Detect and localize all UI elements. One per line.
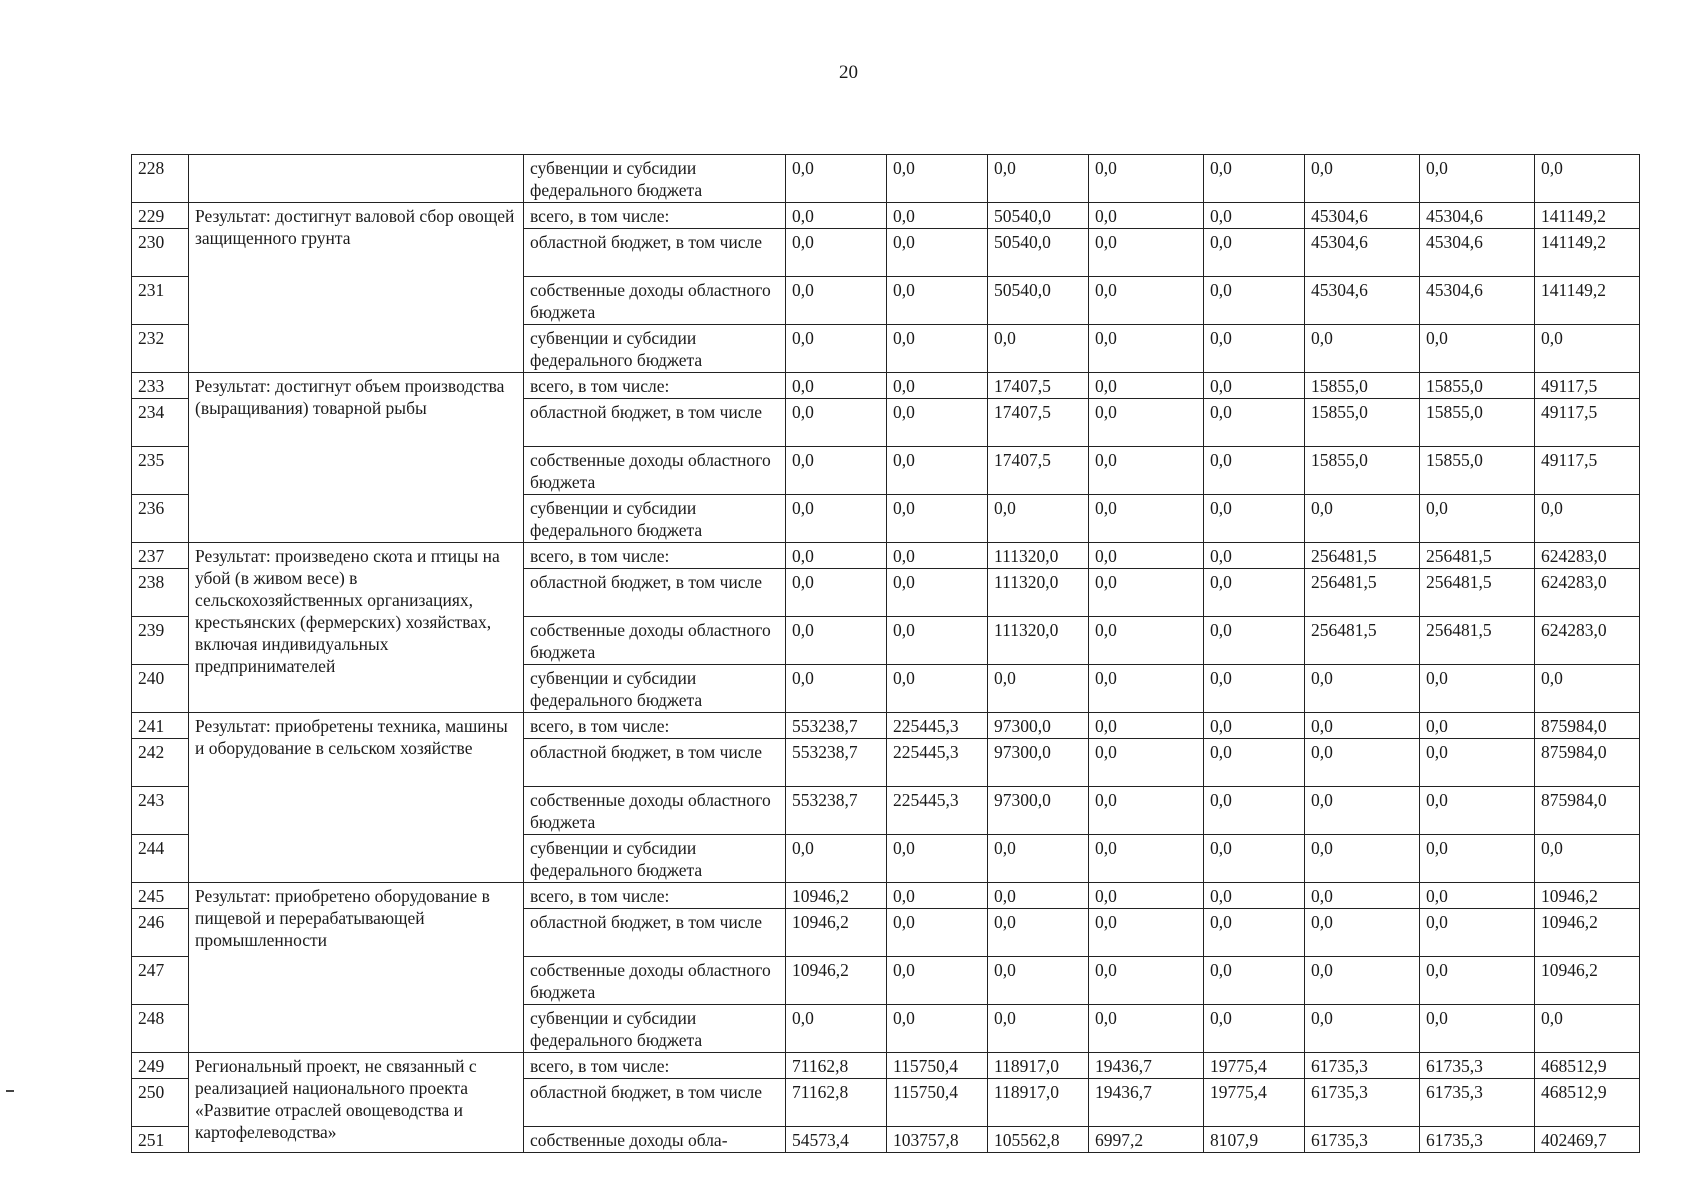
funding-source-label: областной бюджет, в том числе (524, 739, 786, 787)
result-description: Результат: приобретены техника, машины и оборудование в сельском хозяйстве (189, 713, 524, 883)
value-cell: 45304,6 (1305, 229, 1420, 277)
value-cell: 0,0 (786, 373, 887, 399)
result-description: Региональный проект, не связанный с реализацией национального проекта «Развитие отраслей овощеводства и картофелеводства» (189, 1053, 524, 1153)
value-cell: 0,0 (1089, 399, 1204, 447)
value-cell: 0,0 (988, 665, 1089, 713)
value-cell: 141149,2 (1535, 277, 1640, 325)
table-row (132, 713, 1640, 739)
value-cell: 225445,3 (887, 787, 988, 835)
value-cell: 49117,5 (1535, 399, 1640, 447)
value-cell: 0,0 (988, 325, 1089, 373)
value-cell: 19436,7 (1089, 1079, 1204, 1127)
value-cell: 256481,5 (1420, 569, 1535, 617)
value-cell: 115750,4 (887, 1079, 988, 1127)
value-cell: 256481,5 (1420, 617, 1535, 665)
value-cell: 0,0 (1535, 155, 1640, 203)
table-row (132, 543, 1640, 569)
value-cell: 10946,2 (786, 957, 887, 1005)
value-cell: 0,0 (1535, 665, 1640, 713)
value-cell: 0,0 (1089, 543, 1204, 569)
value-cell: 0,0 (988, 155, 1089, 203)
value-cell: 0,0 (887, 617, 988, 665)
value-cell: 256481,5 (1420, 543, 1535, 569)
value-cell: 0,0 (1535, 835, 1640, 883)
value-cell: 71162,8 (786, 1053, 887, 1079)
value-cell: 0,0 (1305, 155, 1420, 203)
table-row (132, 883, 1640, 909)
row-number: 242 (132, 739, 189, 787)
value-cell: 0,0 (1305, 495, 1420, 543)
value-cell: 61735,3 (1420, 1079, 1535, 1127)
value-cell: 45304,6 (1420, 277, 1535, 325)
value-cell: 15855,0 (1420, 447, 1535, 495)
value-cell: 61735,3 (1420, 1127, 1535, 1153)
value-cell: 875984,0 (1535, 713, 1640, 739)
value-cell: 97300,0 (988, 713, 1089, 739)
value-cell: 0,0 (1420, 1005, 1535, 1053)
value-cell: 875984,0 (1535, 739, 1640, 787)
value-cell: 0,0 (1204, 617, 1305, 665)
value-cell: 54573,4 (786, 1127, 887, 1153)
row-number: 238 (132, 569, 189, 617)
value-cell: 402469,7 (1535, 1127, 1640, 1153)
funding-source-label: субвенции и субсидии федерального бюджета (524, 325, 786, 373)
value-cell: 0,0 (1089, 569, 1204, 617)
value-cell: 45304,6 (1420, 229, 1535, 277)
value-cell: 50540,0 (988, 277, 1089, 325)
value-cell: 0,0 (1535, 495, 1640, 543)
value-cell: 0,0 (1204, 277, 1305, 325)
value-cell: 0,0 (887, 569, 988, 617)
value-cell: 50540,0 (988, 229, 1089, 277)
value-cell: 0,0 (988, 1005, 1089, 1053)
value-cell: 103757,8 (887, 1127, 988, 1153)
value-cell: 0,0 (988, 835, 1089, 883)
value-cell: 71162,8 (786, 1079, 887, 1127)
row-number: 247 (132, 957, 189, 1005)
value-cell: 111320,0 (988, 617, 1089, 665)
value-cell: 10946,2 (1535, 957, 1640, 1005)
value-cell: 0,0 (786, 543, 887, 569)
funding-source-label: всего, в том числе: (524, 203, 786, 229)
value-cell: 553238,7 (786, 713, 887, 739)
value-cell: 0,0 (1089, 957, 1204, 1005)
value-cell: 0,0 (1204, 909, 1305, 957)
value-cell: 0,0 (786, 495, 887, 543)
row-number: 234 (132, 399, 189, 447)
value-cell: 0,0 (786, 617, 887, 665)
table-row (132, 203, 1640, 229)
scan-mark (6, 1090, 14, 1092)
value-cell: 0,0 (1204, 713, 1305, 739)
funding-source-label: субвенции и субсидии федерального бюджета (524, 1005, 786, 1053)
value-cell: 17407,5 (988, 447, 1089, 495)
value-cell: 0,0 (786, 835, 887, 883)
value-cell: 118917,0 (988, 1053, 1089, 1079)
value-cell: 468512,9 (1535, 1053, 1640, 1079)
row-number: 229 (132, 203, 189, 229)
value-cell: 141149,2 (1535, 229, 1640, 277)
row-number: 248 (132, 1005, 189, 1053)
value-cell: 15855,0 (1420, 399, 1535, 447)
value-cell: 0,0 (1305, 325, 1420, 373)
funding-source-label: областной бюджет, в том числе (524, 1079, 786, 1127)
value-cell: 15855,0 (1305, 447, 1420, 495)
value-cell: 111320,0 (988, 543, 1089, 569)
value-cell: 0,0 (1204, 787, 1305, 835)
value-cell: 6997,2 (1089, 1127, 1204, 1153)
value-cell: 468512,9 (1535, 1079, 1640, 1127)
value-cell: 0,0 (887, 399, 988, 447)
value-cell: 0,0 (1204, 835, 1305, 883)
funding-source-label: всего, в том числе: (524, 373, 786, 399)
value-cell: 0,0 (1204, 229, 1305, 277)
row-number: 236 (132, 495, 189, 543)
value-cell: 0,0 (1204, 447, 1305, 495)
value-cell: 0,0 (887, 909, 988, 957)
row-number: 246 (132, 909, 189, 957)
result-description (189, 155, 524, 203)
value-cell: 0,0 (1204, 325, 1305, 373)
row-number: 240 (132, 665, 189, 713)
value-cell: 875984,0 (1535, 787, 1640, 835)
value-cell: 50540,0 (988, 203, 1089, 229)
value-cell: 0,0 (1420, 883, 1535, 909)
value-cell: 256481,5 (1305, 569, 1420, 617)
value-cell: 0,0 (887, 203, 988, 229)
value-cell: 256481,5 (1305, 543, 1420, 569)
table-row (132, 1053, 1640, 1079)
value-cell: 0,0 (1305, 1005, 1420, 1053)
funding-source-label: субвенции и субсидии федерального бюджета (524, 665, 786, 713)
value-cell: 0,0 (1089, 495, 1204, 543)
value-cell: 0,0 (1089, 883, 1204, 909)
value-cell: 0,0 (786, 1005, 887, 1053)
value-cell: 141149,2 (1535, 203, 1640, 229)
value-cell: 0,0 (1204, 495, 1305, 543)
value-cell: 0,0 (1089, 787, 1204, 835)
value-cell: 0,0 (1535, 1005, 1640, 1053)
row-number: 244 (132, 835, 189, 883)
funding-source-label: собственные доходы областного бюджета (524, 447, 786, 495)
value-cell: 0,0 (1089, 229, 1204, 277)
value-cell: 0,0 (887, 325, 988, 373)
funding-source-label: собственные доходы областного бюджета (524, 277, 786, 325)
row-number: 237 (132, 543, 189, 569)
value-cell: 0,0 (1420, 957, 1535, 1005)
value-cell: 45304,6 (1305, 203, 1420, 229)
result-description: Результат: приобретено оборудование в пищевой и перерабатывающей промышленности (189, 883, 524, 1053)
value-cell: 0,0 (1204, 665, 1305, 713)
value-cell: 0,0 (1089, 835, 1204, 883)
value-cell: 0,0 (1089, 1005, 1204, 1053)
value-cell: 0,0 (887, 883, 988, 909)
funding-source-label: всего, в том числе: (524, 1053, 786, 1079)
value-cell: 0,0 (1089, 713, 1204, 739)
value-cell: 553238,7 (786, 739, 887, 787)
funding-source-label: собственные доходы областного бюджета (524, 787, 786, 835)
value-cell: 553238,7 (786, 787, 887, 835)
row-number: 251 (132, 1127, 189, 1153)
value-cell: 0,0 (1089, 203, 1204, 229)
value-cell: 0,0 (786, 569, 887, 617)
value-cell: 61735,3 (1305, 1127, 1420, 1153)
value-cell: 105562,8 (988, 1127, 1089, 1153)
value-cell: 45304,6 (1420, 203, 1535, 229)
value-cell: 0,0 (786, 399, 887, 447)
row-number: 235 (132, 447, 189, 495)
funding-source-label: всего, в том числе: (524, 883, 786, 909)
value-cell: 0,0 (786, 155, 887, 203)
value-cell: 8107,9 (1204, 1127, 1305, 1153)
value-cell: 0,0 (1204, 883, 1305, 909)
result-description: Результат: достигнут валовой сбор овощей защищенного грунта (189, 203, 524, 373)
value-cell: 0,0 (887, 373, 988, 399)
value-cell: 17407,5 (988, 373, 1089, 399)
value-cell: 49117,5 (1535, 447, 1640, 495)
funding-source-label: субвенции и субсидии федерального бюджета (524, 495, 786, 543)
value-cell: 61735,3 (1305, 1053, 1420, 1079)
funding-source-label: субвенции и субсидии федерального бюджета (524, 835, 786, 883)
value-cell: 624283,0 (1535, 569, 1640, 617)
row-number: 250 (132, 1079, 189, 1127)
value-cell: 0,0 (887, 1005, 988, 1053)
value-cell: 19775,4 (1204, 1079, 1305, 1127)
value-cell: 0,0 (1089, 739, 1204, 787)
value-cell: 61735,3 (1420, 1053, 1535, 1079)
value-cell: 0,0 (887, 835, 988, 883)
value-cell: 0,0 (1420, 713, 1535, 739)
value-cell: 19436,7 (1089, 1053, 1204, 1079)
value-cell: 0,0 (887, 495, 988, 543)
value-cell: 0,0 (1305, 957, 1420, 1005)
value-cell: 0,0 (1204, 739, 1305, 787)
value-cell: 10946,2 (786, 883, 887, 909)
value-cell: 0,0 (1204, 155, 1305, 203)
value-cell: 15855,0 (1305, 399, 1420, 447)
value-cell: 0,0 (1089, 155, 1204, 203)
row-number: 231 (132, 277, 189, 325)
value-cell: 97300,0 (988, 787, 1089, 835)
value-cell: 0,0 (1420, 495, 1535, 543)
value-cell: 10946,2 (786, 909, 887, 957)
funding-source-label: областной бюджет, в том числе (524, 399, 786, 447)
value-cell: 0,0 (1420, 787, 1535, 835)
funding-source-label: всего, в том числе: (524, 543, 786, 569)
value-cell: 624283,0 (1535, 617, 1640, 665)
value-cell: 0,0 (887, 957, 988, 1005)
value-cell: 0,0 (887, 155, 988, 203)
value-cell: 225445,3 (887, 739, 988, 787)
value-cell: 0,0 (1089, 325, 1204, 373)
value-cell: 0,0 (1535, 325, 1640, 373)
value-cell: 0,0 (1420, 325, 1535, 373)
table-row (132, 373, 1640, 399)
value-cell: 0,0 (1305, 739, 1420, 787)
value-cell: 256481,5 (1305, 617, 1420, 665)
funding-source-label: областной бюджет, в том числе (524, 909, 786, 957)
result-description: Результат: достигнут объем производства (выращивания) товарной рыбы (189, 373, 524, 543)
value-cell: 0,0 (1204, 569, 1305, 617)
budget-table-container (131, 154, 1639, 1153)
value-cell: 0,0 (1420, 835, 1535, 883)
value-cell: 0,0 (1420, 665, 1535, 713)
value-cell: 0,0 (786, 665, 887, 713)
value-cell: 0,0 (988, 957, 1089, 1005)
value-cell: 0,0 (1204, 203, 1305, 229)
row-number: 243 (132, 787, 189, 835)
value-cell: 0,0 (1420, 739, 1535, 787)
value-cell: 0,0 (786, 203, 887, 229)
value-cell: 0,0 (1204, 373, 1305, 399)
value-cell: 97300,0 (988, 739, 1089, 787)
value-cell: 0,0 (1204, 957, 1305, 1005)
value-cell: 0,0 (1420, 909, 1535, 957)
value-cell: 0,0 (887, 665, 988, 713)
funding-source-label: областной бюджет, в том числе (524, 569, 786, 617)
funding-source-label: областной бюджет, в том числе (524, 229, 786, 277)
value-cell: 15855,0 (1420, 373, 1535, 399)
table-body (132, 155, 1640, 1153)
row-number: 230 (132, 229, 189, 277)
value-cell: 115750,4 (887, 1053, 988, 1079)
row-number: 232 (132, 325, 189, 373)
value-cell: 0,0 (1305, 713, 1420, 739)
page-number: 20 (839, 62, 858, 83)
result-description: Результат: произведено скота и птицы на убой (в живом весе) в сельскохозяйственных организациях, крестьянских (фермерских) хозяйствах, включая индивидуальных предпринимателей (189, 543, 524, 713)
row-number: 241 (132, 713, 189, 739)
value-cell: 61735,3 (1305, 1079, 1420, 1127)
value-cell: 0,0 (988, 495, 1089, 543)
budget-table (131, 154, 1640, 1153)
row-number: 249 (132, 1053, 189, 1079)
value-cell: 0,0 (887, 277, 988, 325)
value-cell: 0,0 (1089, 277, 1204, 325)
value-cell: 0,0 (1305, 883, 1420, 909)
value-cell: 49117,5 (1535, 373, 1640, 399)
value-cell: 19775,4 (1204, 1053, 1305, 1079)
value-cell: 0,0 (1089, 617, 1204, 665)
funding-source-label: субвенции и субсидии федерального бюджета (524, 155, 786, 203)
row-number: 239 (132, 617, 189, 665)
funding-source-label: собственные доходы областного бюджета (524, 617, 786, 665)
value-cell: 0,0 (1089, 373, 1204, 399)
value-cell: 225445,3 (887, 713, 988, 739)
value-cell: 0,0 (1305, 665, 1420, 713)
value-cell: 45304,6 (1305, 277, 1420, 325)
row-number: 245 (132, 883, 189, 909)
value-cell: 10946,2 (1535, 909, 1640, 957)
value-cell: 0,0 (1204, 1005, 1305, 1053)
row-number: 228 (132, 155, 189, 203)
value-cell: 0,0 (786, 229, 887, 277)
value-cell: 0,0 (786, 277, 887, 325)
value-cell: 118917,0 (988, 1079, 1089, 1127)
value-cell: 0,0 (1305, 909, 1420, 957)
value-cell: 0,0 (887, 543, 988, 569)
value-cell: 111320,0 (988, 569, 1089, 617)
value-cell: 0,0 (1089, 665, 1204, 713)
value-cell: 0,0 (1089, 909, 1204, 957)
value-cell: 0,0 (1420, 155, 1535, 203)
value-cell: 624283,0 (1535, 543, 1640, 569)
funding-source-label: собственные доходы областного бюджета (524, 957, 786, 1005)
value-cell: 0,0 (988, 909, 1089, 957)
value-cell: 0,0 (1305, 835, 1420, 883)
value-cell: 0,0 (988, 883, 1089, 909)
value-cell: 0,0 (887, 229, 988, 277)
funding-source-label: всего, в том числе: (524, 713, 786, 739)
value-cell: 0,0 (786, 325, 887, 373)
value-cell: 0,0 (1305, 787, 1420, 835)
value-cell: 0,0 (887, 447, 988, 495)
value-cell: 0,0 (1204, 399, 1305, 447)
row-number: 233 (132, 373, 189, 399)
value-cell: 0,0 (1089, 447, 1204, 495)
value-cell: 0,0 (1204, 543, 1305, 569)
value-cell: 17407,5 (988, 399, 1089, 447)
funding-source-label: собственные доходы обла- (524, 1127, 786, 1153)
value-cell: 15855,0 (1305, 373, 1420, 399)
table-row (132, 155, 1640, 203)
value-cell: 10946,2 (1535, 883, 1640, 909)
value-cell: 0,0 (786, 447, 887, 495)
